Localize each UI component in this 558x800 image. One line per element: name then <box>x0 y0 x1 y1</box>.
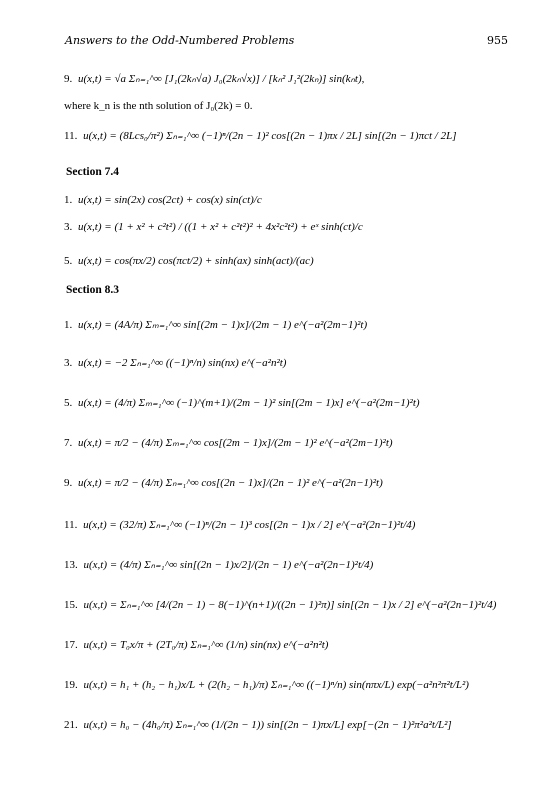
answer-8-3-5: 5. u(x,t) = (4/π) Σₘ₌₁^∞ (−1)^(m+1)/(2m − 1)² sin[(2m − 1)x] e^(−a²(2m−1)²t) <box>64 397 420 409</box>
answer-8-3-13: 13. u(x,t) = (4/π) Σₙ₌₁^∞ sin[(2n − 1)x/2]/(2n − 1) e^(−a²(2n−1)²t/4) <box>64 559 374 571</box>
answer-8-3-9: 9. u(x,t) = π/2 − (4/π) Σₙ₌₁^∞ cos[(2n − 1)x]/(2n − 1)² e^(−a²(2n−1)²t) <box>64 477 383 489</box>
answer-8-3-19: 19. u(x,t) = h₁ + (h₂ − h₁)x/L + (2(h₂ − h₁)/π) Σₙ₌₁^∞ ((−1)ⁿ/n) sin(nπx/L) exp(−a²n²π²t/L²) <box>64 679 469 691</box>
answer-7-4-5: 5. u(x,t) = cos(πx/2) cos(πct/2) + sinh(ax) sinh(act)/(ac) <box>64 255 314 267</box>
page-header <box>65 34 508 50</box>
section-heading-7-4: Section 7.4 <box>66 166 120 178</box>
answer-7-4-3: 3. u(x,t) = (1 + x² + c²t²) / ((1 + x² + c²t²)² + 4x²c²t²) + eˣ sinh(ct)/c <box>64 221 363 233</box>
answer-8-3-15: 15. u(x,t) = Σₙ₌₁^∞ [4/(2n − 1) − 8(−1)^(n+1)/((2n − 1)²π)] sin[(2n − 1)x / 2] e^(−a²(2n−1)²t/4) <box>64 599 497 611</box>
running-title: Answers to the Odd-Numbered Problems <box>65 34 295 47</box>
answer-7-4-1: 1. u(x,t) = sin(2x) cos(2ct) + cos(x) sin(ct)/c <box>64 194 262 206</box>
answer-7-3-9: 9. u(x,t) = √a Σₙ₌₁^∞ [J₁(2kₙ√a) J₀(2kₙ√x)] / [kₙ² J₁²(2kₙ)] sin(kₙt), <box>64 73 365 85</box>
answer-8-3-17: 17. u(x,t) = T₀x/π + (2T₀/π) Σₙ₌₁^∞ (1/n) sin(nx) e^(−a²n²t) <box>64 639 329 651</box>
answer-8-3-1: 1. u(x,t) = (4A/π) Σₘ₌₁^∞ sin[(2m − 1)x]/(2m − 1) e^(−a²(2m−1)²t) <box>64 319 368 331</box>
answer-8-3-21: 21. u(x,t) = h₀ − (4h₀/π) Σₙ₌₁^∞ (1/(2n − 1)) sin[(2n − 1)πx/L] exp[−(2n − 1)²π²a²t/L²] <box>64 719 452 731</box>
answer-7-3-9-note: where k_n is the nth solution of J₀(2k) = 0. <box>64 100 253 112</box>
answer-8-3-7: 7. u(x,t) = π/2 − (4/π) Σₘ₌₁^∞ cos[(2m − 1)x]/(2m − 1)² e^(−a²(2m−1)²t) <box>64 437 393 449</box>
section-heading-8-3: Section 8.3 <box>66 284 120 296</box>
answer-8-3-11: 11. u(x,t) = (32/π) Σₙ₌₁^∞ (−1)ⁿ/(2n − 1)³ cos[(2n − 1)x / 2] e^(−a²(2n−1)²t/4) <box>64 519 416 531</box>
answer-7-3-11: 11. u(x,t) = (8Lcs₀/π²) Σₙ₌₁^∞ (−1)ⁿ/(2n − 1)² cos[(2n − 1)πx / 2L] sin[(2n − 1)πct / 2L] <box>64 130 457 142</box>
page-number: 955 <box>487 34 508 47</box>
answer-8-3-3: 3. u(x,t) = −2 Σₙ₌₁^∞ ((−1)ⁿ/n) sin(nx) e^(−a²n²t) <box>64 357 287 369</box>
